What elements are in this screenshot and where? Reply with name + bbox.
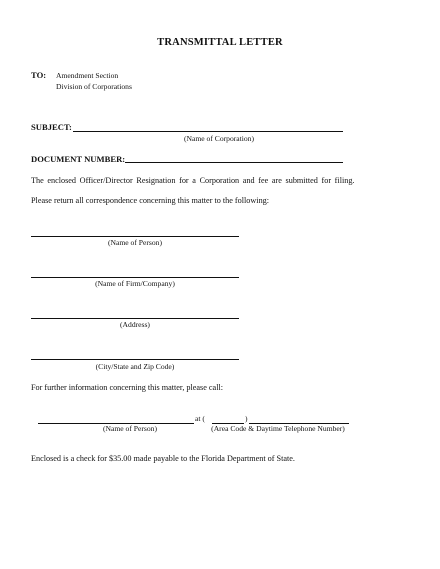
subject-caption: (Name of Corporation) <box>183 134 254 143</box>
to-label: TO: <box>31 70 47 80</box>
return-city-line[interactable] <box>31 359 239 360</box>
subject-input-line[interactable] <box>73 131 343 132</box>
subject-label: SUBJECT: <box>31 122 72 132</box>
return-address-line[interactable] <box>31 318 239 319</box>
return-name-line[interactable] <box>31 236 239 237</box>
document-number-label: DOCUMENT NUMBER: <box>31 154 126 164</box>
contact-paren-close: ) <box>245 414 248 423</box>
to-line-2: Division of Corporations <box>56 82 132 91</box>
contact-intro: For further information concerning this matter, please call: <box>31 383 224 392</box>
contact-at-text: at ( <box>195 414 205 423</box>
to-line-1: Amendment Section <box>56 71 119 80</box>
page-title: TRANSMITTAL LETTER <box>157 37 283 48</box>
return-address-caption: (Address) <box>120 320 150 329</box>
contact-phone-caption: (Area Code & Daytime Telephone Number) <box>211 424 345 433</box>
return-paragraph: Please return all correspondence concerning this matter to the following: <box>31 196 270 205</box>
return-name-caption: (Name of Person) <box>108 238 162 247</box>
return-firm-caption: (Name of Firm/Company) <box>95 279 175 288</box>
return-city-caption: (City/State and Zip Code) <box>95 362 175 371</box>
document-number-input-line[interactable] <box>125 162 343 163</box>
return-firm-line[interactable] <box>31 277 239 278</box>
enclosed-paragraph: The enclosed Officer/Director Resignation for a Corporation and fee are submitted for filing. <box>31 176 355 185</box>
check-paragraph: Enclosed is a check for $35.00 made payable to the Florida Department of State. <box>31 454 295 463</box>
contact-name-caption: (Name of Person) <box>103 424 157 433</box>
